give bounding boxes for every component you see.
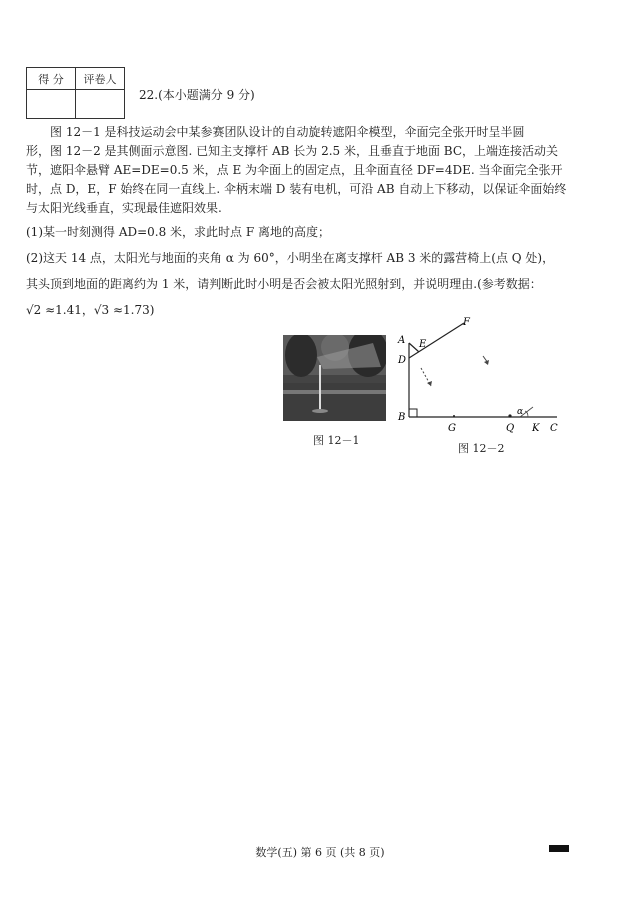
part-2-line-3: √2 ≈1.41，√3 ≈1.73) [26,303,155,317]
point-q [508,414,511,417]
arm-ae [409,343,419,352]
label-alpha: α [517,407,524,417]
intro-line-4: 时，点 D，E，F 始终在同一直线上. 伞柄末端 D 装有电机，可沿 AB 自动上下移动，以保证伞面始终 [26,182,567,196]
score-label: 得 分 [27,68,76,90]
label-d: D [398,355,407,366]
point-g [453,415,455,417]
grader-label: 评卷人 [76,68,125,90]
canopy-df [409,323,464,358]
sun-ray-1-arrow [427,381,432,386]
side-view-diagram [395,310,565,435]
label-k: K [532,423,540,434]
question-header: 22.(本小题满分 9 分) [139,88,255,102]
intro-line-1: 图 12－1 是科技运动会中某参赛团队设计的自动旋转遮阳伞模型，伞面完全张开时呈半圆 [50,125,525,139]
angle-arc [525,411,528,417]
score-table [26,67,125,119]
page-mark [549,845,569,852]
label-e: E [419,339,427,350]
figure2-caption: 图 12－2 [458,442,505,455]
part-1: (1)某一时刻测得 AD=0.8 米，求此时点 F 离地的高度； [26,225,331,239]
umbrella-photo [283,335,386,421]
score-cell [27,90,76,119]
part-2-line-2: 其头顶到地面的距离约为 1 米，请判断此时小明是否会被太阳光照射到，并说明理由.(参考数据： [26,277,542,291]
label-c: C [550,423,558,434]
label-f: F [463,317,470,328]
intro-line-3: 节，遮阳伞悬臂 AE=DE=0.5 米，点 E 为伞面上的固定点，且伞面直径 DF=4DE. 当伞面完全张开 [26,163,563,177]
label-b: B [398,412,406,423]
intro-line-5: 与太阳光线垂直，实现最佳遮阳效果. [26,201,222,215]
label-g: G [448,423,456,434]
part-2-line-1: (2)这天 14 点，太阳光与地面的夹角 α 为 60°，小明坐在离支撑杆 AB 3 米的露营椅上(点 Q 处)， [26,251,555,265]
label-a: A [398,335,406,346]
label-q: Q [506,423,515,434]
intro-line-2: 形，图 12－2 是其侧面示意图. 已知主支撑杆 AB 长为 2.5 米，且垂直于地面 BC，上端连接活动关 [26,144,559,158]
umbrella-photo-art [283,335,386,421]
right-angle-mark [409,409,417,417]
figure1-caption: 图 12－1 [313,434,360,447]
grader-cell [76,90,125,119]
page-footer: 数学(五) 第 6 页 (共 8 页) [255,846,385,859]
